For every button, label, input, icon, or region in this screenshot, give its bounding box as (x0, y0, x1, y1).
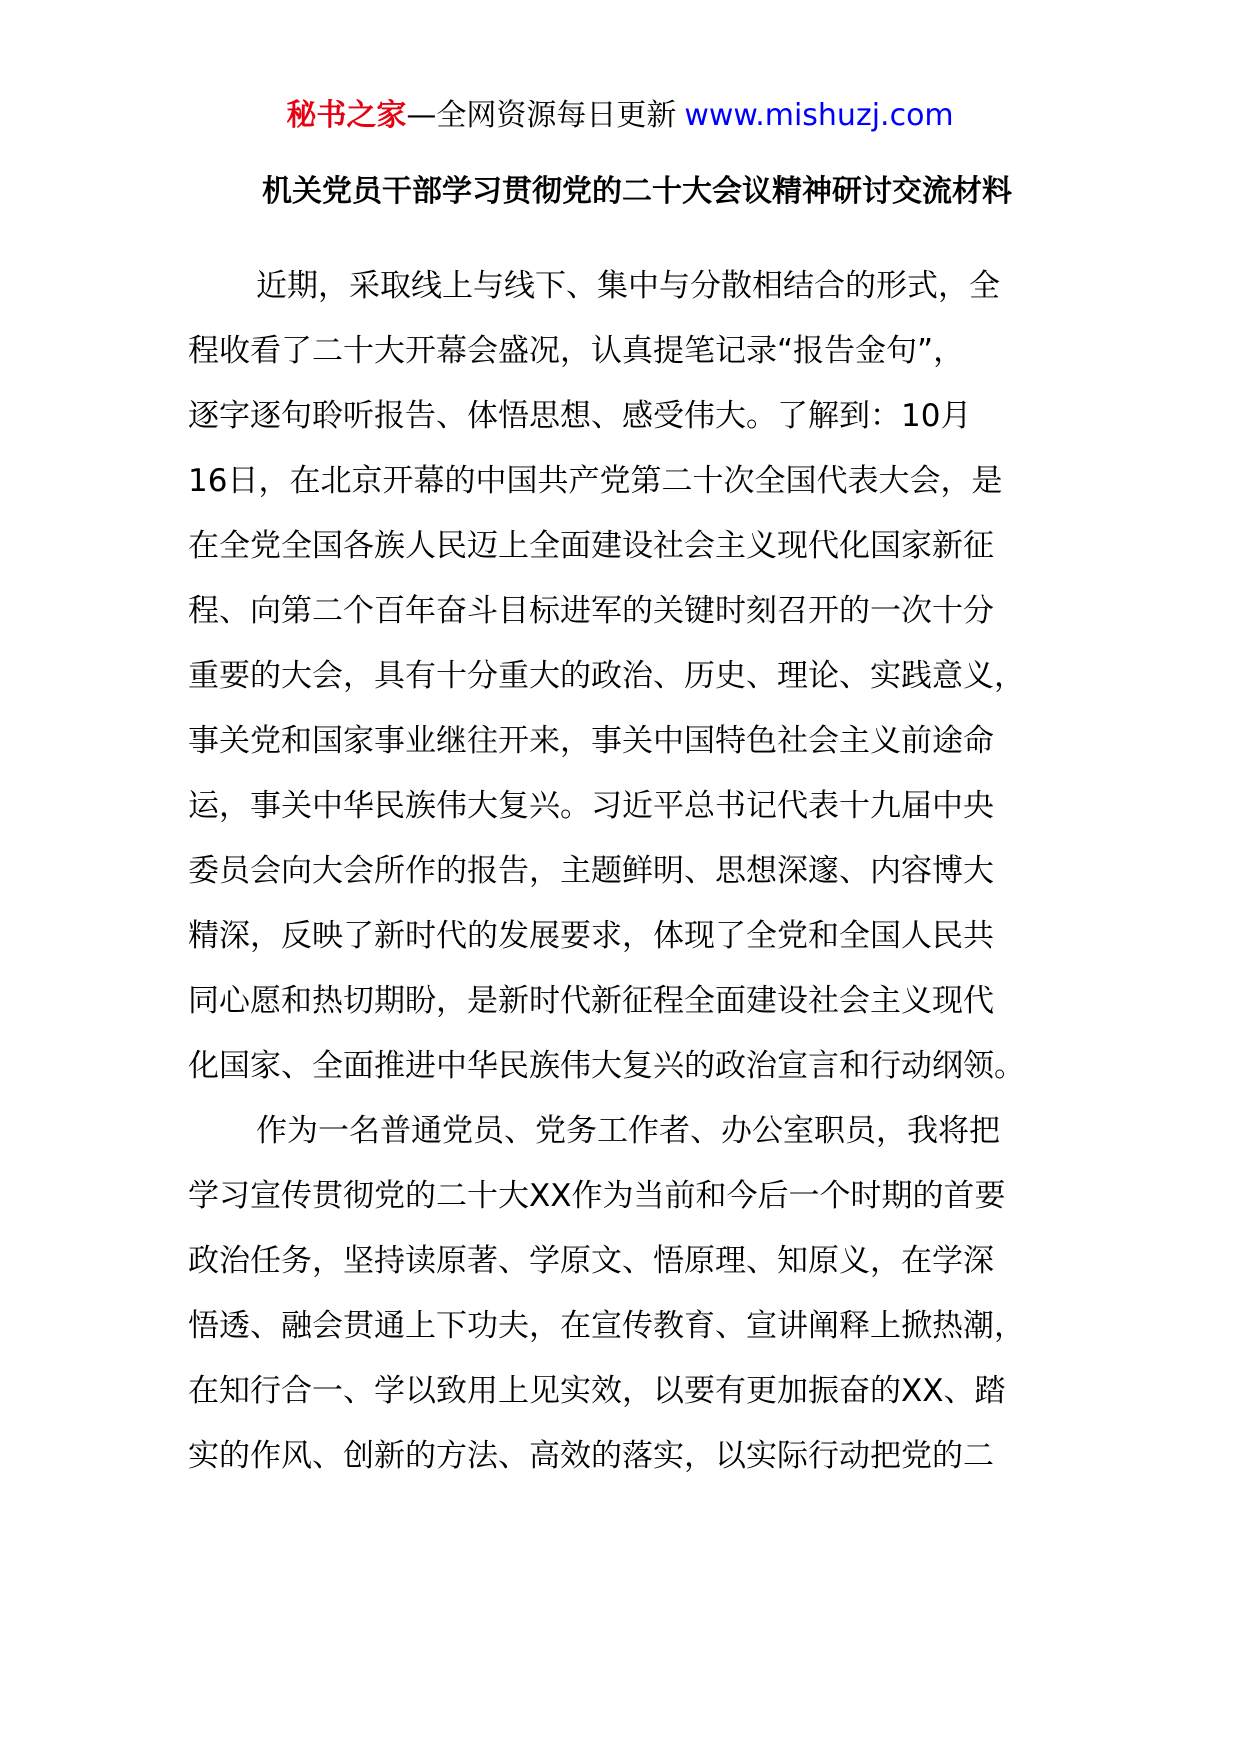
paragraph-line: 学习宣传贯彻党的二十大XX作为当前和今后一个时期的首要 (188, 1178, 1006, 1214)
paragraph-line: 委员会向大会所作的报告，主题鲜明、思想深邃、内容博大 (188, 853, 994, 889)
site-tagline: —全网资源每日更新 (406, 98, 677, 133)
paragraph-line: 化国家、全面推进中华民族伟大复兴的政治宣言和行动纲领。 (188, 1048, 1025, 1084)
paragraph-line: 作为一名普通党员、党务工作者、办公室职员，我将把 (256, 1113, 1000, 1149)
paragraph-line: 程收看了二十大开幕会盛况，认真提笔记录“报告金句”， (188, 333, 965, 369)
paragraph-line: 程、向第二个百年奋斗目标进军的关键时刻召开的一次十分 (188, 593, 994, 629)
paragraph-line: 实的作风、创新的方法、高效的落实，以实际行动把党的二 (188, 1438, 994, 1474)
paragraph-line: 近期，采取线上与线下、集中与分散相结合的形式，全 (256, 268, 1000, 304)
paragraph-line: 运，事关中华民族伟大复兴。习近平总书记代表十九届中央 (188, 788, 994, 824)
document-title: 机关党员干部学习贯彻党的二十大会议精神研讨交流材料 (262, 174, 1012, 209)
site-url-link[interactable]: www.mishuzj.com (684, 98, 954, 133)
site-header (0, 96, 1240, 136)
paragraph-line: 精深，反映了新时代的发展要求，体现了全党和全国人民共 (188, 918, 994, 954)
paragraph-line: 16日，在北京开幕的中国共产党第二十次全国代表大会，是 (188, 463, 1003, 499)
site-brand: 秘书之家 (286, 98, 407, 133)
document-body (188, 254, 1068, 1489)
paragraph-line: 同心愿和热切期盼，是新时代新征程全面建设社会主义现代 (188, 983, 994, 1019)
paragraph-line: 逐字逐句聆听报告、体悟思想、感受伟大。了解到：10月 (188, 398, 972, 434)
paragraph-line: 在知行合一、学以致用上见实效，以要有更加振奋的XX、踏 (188, 1373, 1006, 1409)
paragraph-line: 事关党和国家事业继往开来，事关中国特色社会主义前途命 (188, 723, 994, 759)
paragraph-line: 政治任务，坚持读原著、学原文、悟原理、知原义，在学深 (188, 1243, 994, 1279)
paragraph-line: 重要的大会，具有十分重大的政治、历史、理论、实践意义， (188, 658, 1025, 694)
paragraph-line: 在全党全国各族人民迈上全面建设社会主义现代化国家新征 (188, 528, 994, 564)
paragraph-line: 悟透、融会贯通上下功夫，在宣传教育、宣讲阐释上掀热潮， (188, 1308, 1025, 1344)
